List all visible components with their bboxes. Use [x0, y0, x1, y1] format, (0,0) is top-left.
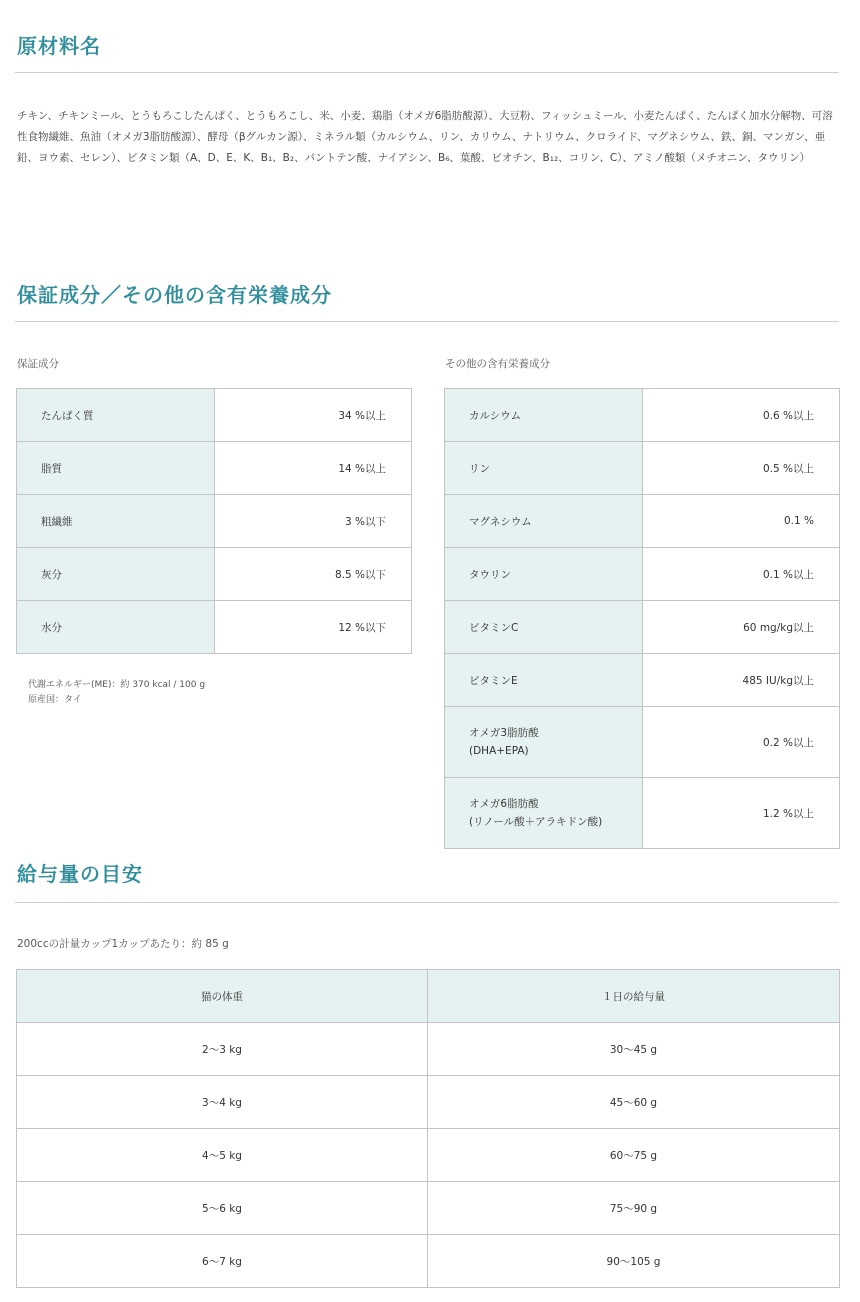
- nutrient-value: 0.6 %以上: [643, 389, 840, 442]
- table-row: [445, 778, 840, 849]
- ingredients-title: 原材料名: [17, 34, 101, 58]
- guaranteed-table: [16, 388, 412, 654]
- other-nutrients-table: [444, 388, 840, 849]
- table-row: [17, 495, 412, 548]
- nutrient-value: 8.5 %以下: [215, 548, 412, 601]
- nutrient-value: 1.2 %以上: [643, 778, 840, 849]
- daily-amount-cell: 75〜90 g: [428, 1182, 840, 1235]
- cat-weight-cell: 2〜3 kg: [17, 1023, 428, 1076]
- nutrient-value: 12 %以下: [215, 601, 412, 654]
- nutrient-name: マグネシウム: [445, 495, 643, 548]
- nutrient-name: 粗繊維: [17, 495, 215, 548]
- table-row: [17, 1023, 840, 1076]
- nutrient-name-line1: オメガ3脂肪酸: [469, 727, 539, 739]
- nutrient-name-line2: (DHA+EPA): [469, 745, 529, 757]
- table-row: [17, 1182, 840, 1235]
- other-nutrients-label: その他の含有栄養成分: [445, 358, 550, 370]
- table-row: [17, 548, 412, 601]
- cat-weight-cell: 3〜4 kg: [17, 1076, 428, 1129]
- nutrition-title: 保証成分／その他の含有栄養成分: [17, 283, 332, 307]
- daily-amount-cell: 30〜45 g: [428, 1023, 840, 1076]
- table-row: [17, 1235, 840, 1288]
- nutrient-value: 0.2 %以上: [643, 707, 840, 778]
- daily-amount-cell: 45〜60 g: [428, 1076, 840, 1129]
- nutrient-value: 34 %以上: [215, 389, 412, 442]
- table-row: [17, 389, 412, 442]
- nutrient-name: タウリン: [445, 548, 643, 601]
- cat-weight-cell: 4〜5 kg: [17, 1129, 428, 1182]
- table-row: [17, 601, 412, 654]
- column-header-daily-amount: １日の給与量: [428, 970, 840, 1023]
- nutrient-value: 14 %以上: [215, 442, 412, 495]
- nutrient-value: 0.5 %以上: [643, 442, 840, 495]
- divider: [15, 72, 839, 73]
- table-row: [17, 442, 412, 495]
- nutrient-name-line2: (リノール酸＋アラキドン酸): [469, 816, 603, 828]
- table-row: [17, 1129, 840, 1182]
- nutrient-name: カルシウム: [445, 389, 643, 442]
- nutrient-name: ビタミンC: [445, 601, 643, 654]
- guaranteed-label: 保証成分: [17, 358, 59, 370]
- table-row: [445, 707, 840, 778]
- energy-note: 代謝エネルギー(ME)：約 370 kcal / 100 g: [28, 680, 206, 690]
- table-row: [445, 389, 840, 442]
- table-row: [445, 442, 840, 495]
- nutrient-name: ビタミンE: [445, 654, 643, 707]
- nutrient-value: 3 %以下: [215, 495, 412, 548]
- nutrient-name: [445, 778, 643, 849]
- nutrient-name: 水分: [17, 601, 215, 654]
- table-row: [445, 495, 840, 548]
- nutrient-name: リン: [445, 442, 643, 495]
- nutrient-value: 0.1 %: [643, 495, 840, 548]
- nutrient-value: 60 mg/kg以上: [643, 601, 840, 654]
- feeding-table: [16, 969, 840, 1288]
- nutrient-name: [445, 707, 643, 778]
- nutrient-name: たんぱく質: [17, 389, 215, 442]
- divider: [15, 321, 839, 322]
- table-row: [445, 601, 840, 654]
- measuring-cup-note: 200ccの計量カップ1カップあたり：約 85 g: [17, 938, 229, 950]
- origin-note: 原産国：タイ: [28, 695, 82, 705]
- nutrient-name-line1: オメガ6脂肪酸: [469, 798, 539, 810]
- table-row: [17, 1076, 840, 1129]
- table-row: [445, 654, 840, 707]
- daily-amount-cell: 60〜75 g: [428, 1129, 840, 1182]
- nutrient-value: 0.1 %以上: [643, 548, 840, 601]
- nutrient-name: 脂質: [17, 442, 215, 495]
- energy-origin-note: [28, 678, 205, 708]
- divider: [15, 902, 839, 903]
- feeding-title: 給与量の目安: [17, 862, 143, 886]
- cat-weight-cell: 6〜7 kg: [17, 1235, 428, 1288]
- table-header-row: [17, 970, 840, 1023]
- cat-weight-cell: 5〜6 kg: [17, 1182, 428, 1235]
- ingredients-text: チキン、チキンミール、とうもろこしたんぱく、とうもろこし、米、小麦、鶏脂（オメガ6脂肪酸源）、大豆粉、フィッシュミール、小麦たんぱく、たんぱく加水分解物、可溶性食物繊維、魚油（オメガ3脂肪酸源）、酵母（βグルカン源）、ミネラル類（カルシウム、リン、カリウム、ナトリウム、クロライド、マグネシウム、鉄、銅、マンガン、亜鉛、ヨウ素、セレン）、ビタミン類（A、D、E、K、B₁、B₂、パントテン酸、ナイアシン、B₆、葉酸、ビオチン、B₁₂、コリン、C）、アミノ酸類（メチオニン、タウリン）: [17, 110, 833, 164]
- table-row: [445, 548, 840, 601]
- daily-amount-cell: 90〜105 g: [428, 1235, 840, 1288]
- nutrient-name: 灰分: [17, 548, 215, 601]
- nutrient-value: 485 IU/kg以上: [643, 654, 840, 707]
- column-header-cat-weight: 猫の体重: [17, 970, 428, 1023]
